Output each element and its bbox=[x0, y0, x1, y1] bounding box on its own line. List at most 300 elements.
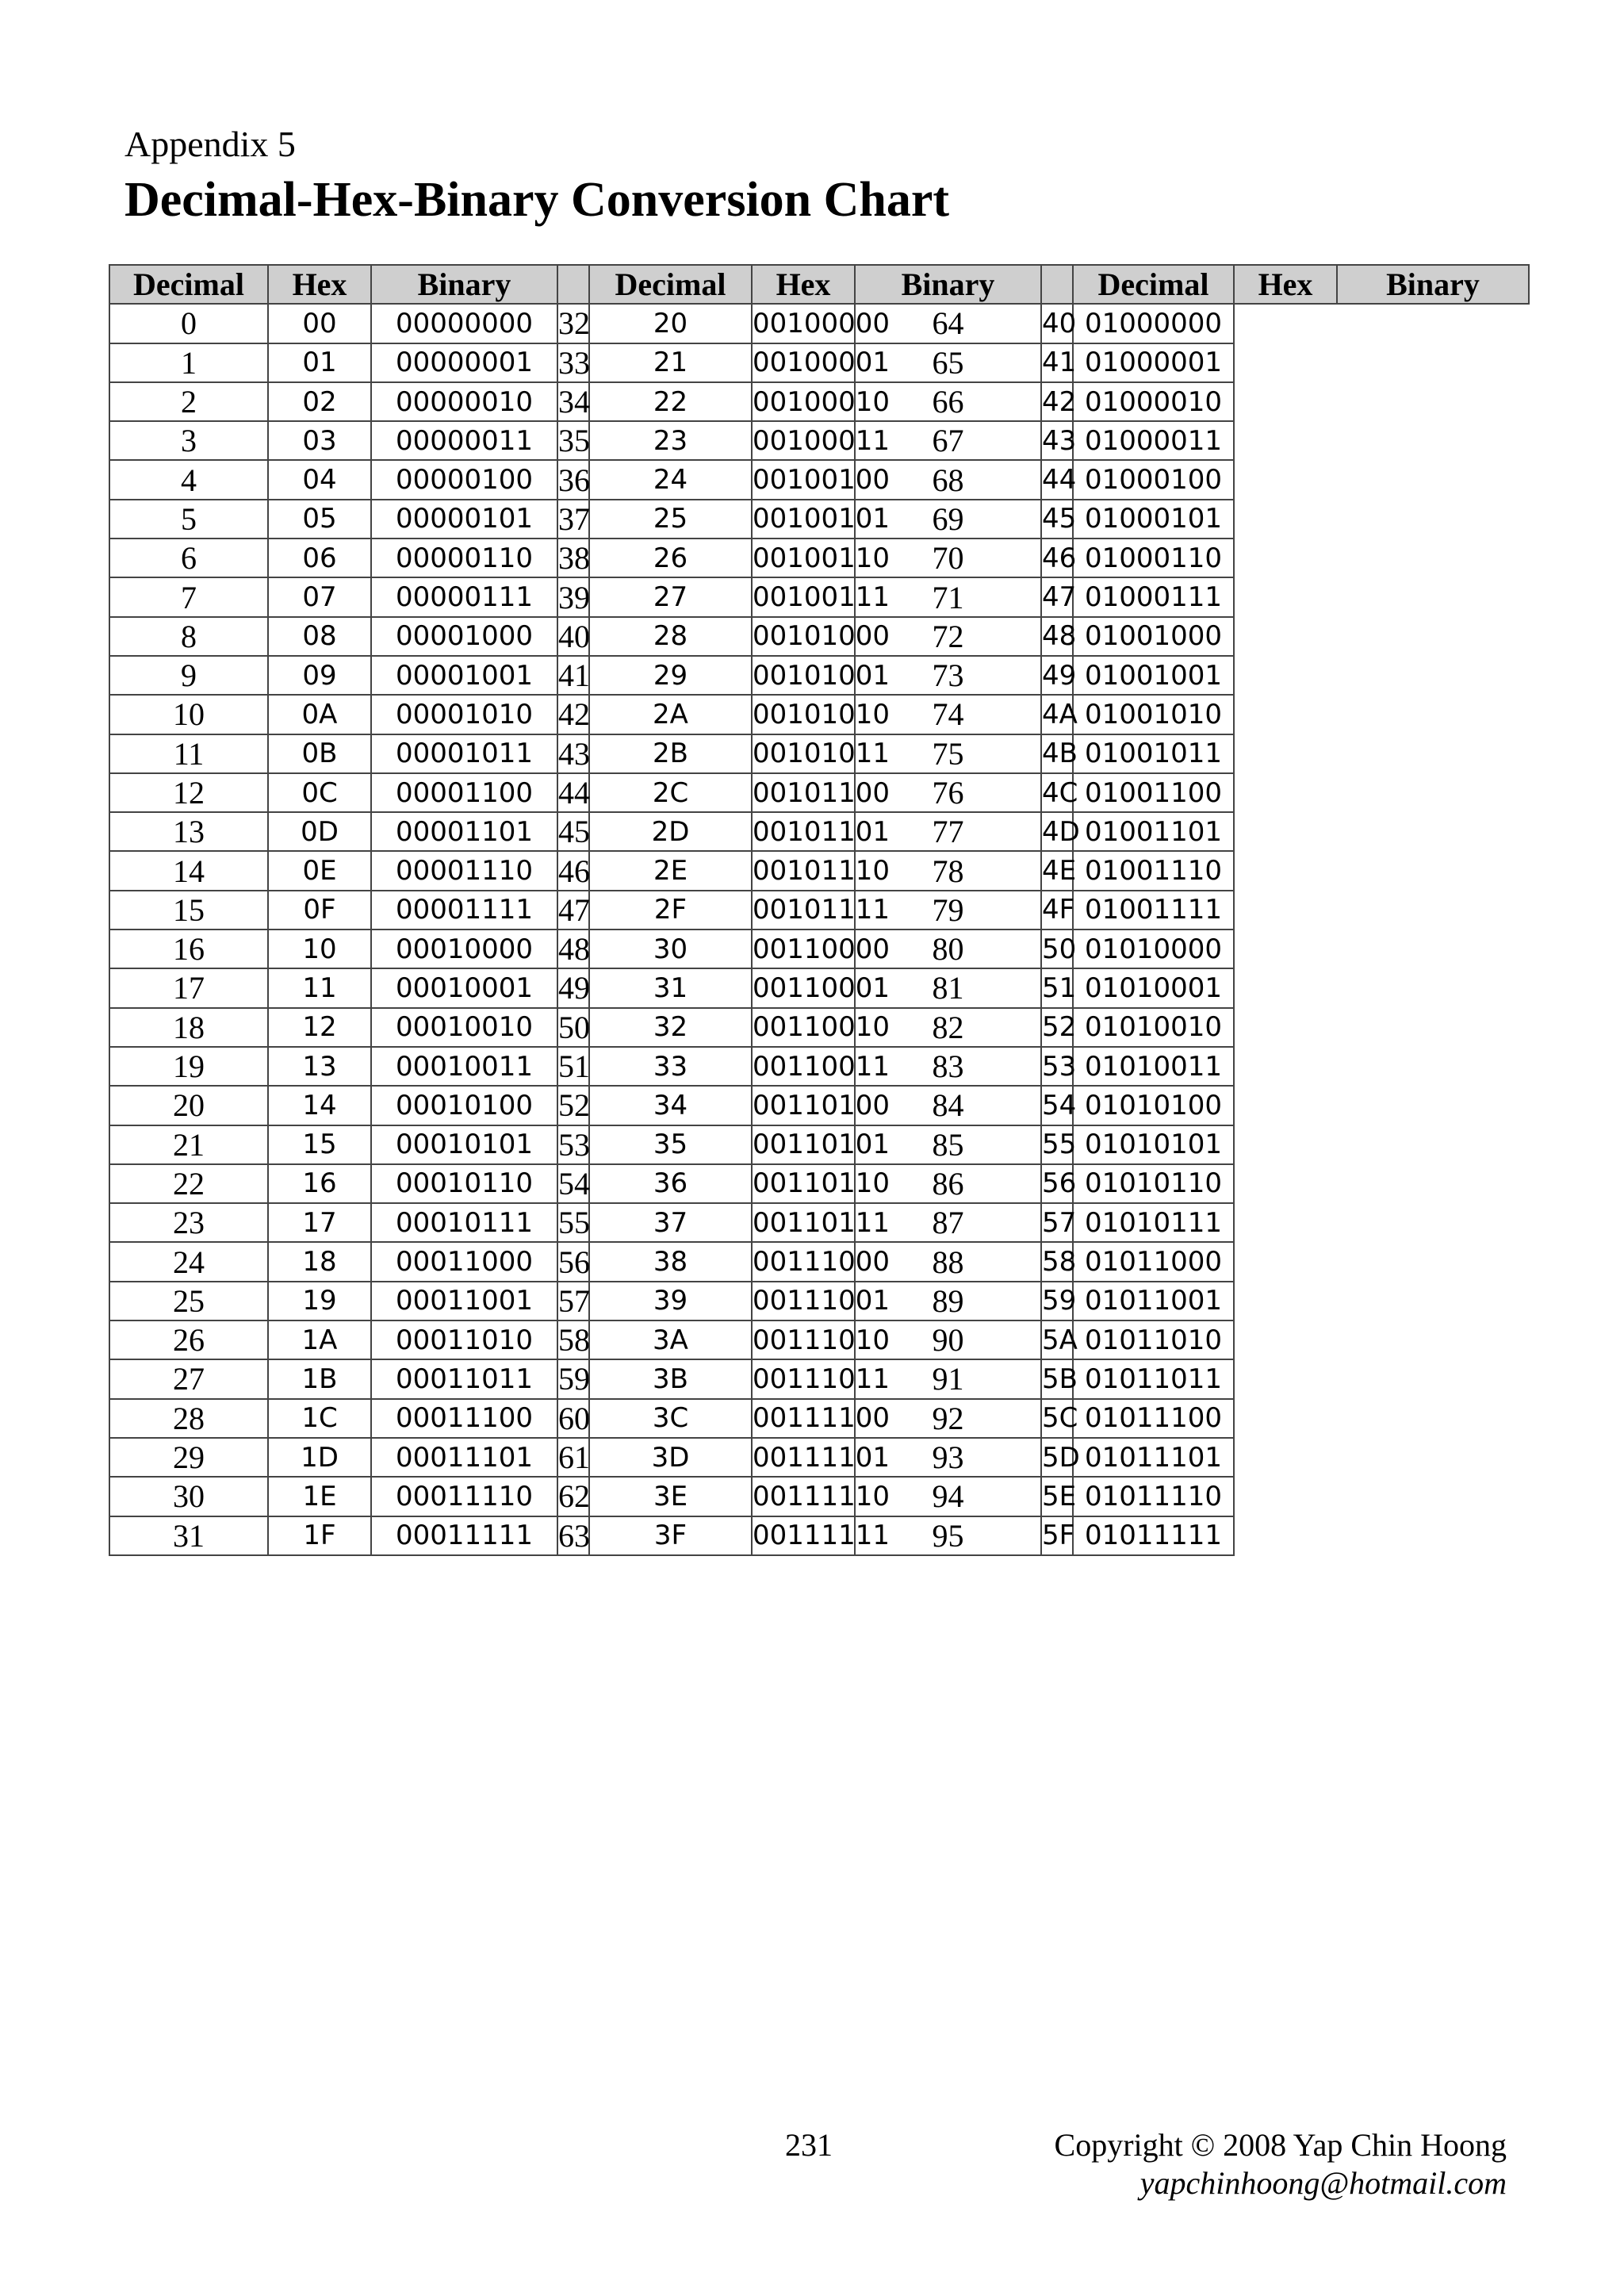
binary-cell: 01001110 bbox=[1073, 851, 1234, 890]
binary-cell: 01000100 bbox=[1073, 460, 1234, 499]
table-row bbox=[109, 656, 1529, 695]
binary-cell: 00010100 bbox=[371, 1086, 557, 1125]
hex-cell: 4E bbox=[1041, 851, 1073, 890]
table-row bbox=[109, 1320, 1529, 1359]
decimal-cell: 28 bbox=[109, 1399, 268, 1438]
decimal-cell: 60 bbox=[557, 1399, 589, 1438]
hex-cell: 0E bbox=[268, 851, 371, 890]
binary-cell: 00010010 bbox=[371, 1008, 557, 1047]
decimal-cell: 79 bbox=[855, 891, 1041, 930]
hex-cell: 11 bbox=[268, 968, 371, 1007]
binary-cell: 01001000 bbox=[1073, 617, 1234, 656]
hex-cell: 3E bbox=[589, 1477, 752, 1516]
decimal-cell: 26 bbox=[109, 1320, 268, 1359]
hex-cell: 47 bbox=[1041, 577, 1073, 616]
decimal-cell: 20 bbox=[109, 1086, 268, 1125]
binary-cell: 00011110 bbox=[371, 1477, 557, 1516]
binary-cell: 01010101 bbox=[1073, 1125, 1234, 1164]
binary-cell: 00001110 bbox=[371, 851, 557, 890]
appendix-label: Appendix 5 bbox=[124, 124, 296, 164]
decimal-cell: 85 bbox=[855, 1125, 1041, 1164]
decimal-cell: 74 bbox=[855, 695, 1041, 734]
binary-cell: 00000110 bbox=[371, 539, 557, 577]
binary-cell: 01010011 bbox=[1073, 1047, 1234, 1086]
binary-cell: 01001011 bbox=[1073, 734, 1234, 773]
decimal-cell: 33 bbox=[557, 343, 589, 382]
hex-cell: 2D bbox=[589, 812, 752, 851]
binary-cell: 00000101 bbox=[371, 500, 557, 539]
hex-cell: 34 bbox=[589, 1086, 752, 1125]
table-row bbox=[109, 539, 1529, 577]
binary-cell: 01011011 bbox=[1073, 1359, 1234, 1398]
table-row bbox=[109, 343, 1529, 382]
decimal-cell: 91 bbox=[855, 1359, 1041, 1398]
binary-cell: 00000001 bbox=[371, 343, 557, 382]
binary-cell: 00010110 bbox=[371, 1164, 557, 1203]
hex-cell: 05 bbox=[268, 500, 371, 539]
hex-cell: 5D bbox=[1041, 1438, 1073, 1477]
hex-cell: 0D bbox=[268, 812, 371, 851]
decimal-cell: 29 bbox=[109, 1438, 268, 1477]
hex-cell: 53 bbox=[1041, 1047, 1073, 1086]
binary-cell: 00001000 bbox=[371, 617, 557, 656]
decimal-cell: 70 bbox=[855, 539, 1041, 577]
hex-cell: 45 bbox=[1041, 500, 1073, 539]
binary-cell: 00011111 bbox=[371, 1516, 557, 1555]
hex-cell: 07 bbox=[268, 577, 371, 616]
binary-cell: 00101011 bbox=[752, 734, 855, 773]
binary-cell: 00001111 bbox=[371, 891, 557, 930]
decimal-cell: 61 bbox=[557, 1438, 589, 1477]
hex-cell: 1A bbox=[268, 1320, 371, 1359]
hex-cell: 58 bbox=[1041, 1242, 1073, 1281]
hex-cell: 41 bbox=[1041, 343, 1073, 382]
decimal-cell: 24 bbox=[109, 1242, 268, 1281]
hex-cell: 30 bbox=[589, 930, 752, 968]
binary-cell: 00101000 bbox=[752, 617, 855, 656]
table-row bbox=[109, 304, 1529, 343]
binary-cell: 00110100 bbox=[752, 1086, 855, 1125]
decimal-cell: 32 bbox=[557, 304, 589, 343]
page-title: Decimal-Hex-Binary Conversion Chart bbox=[124, 173, 950, 227]
hex-cell: 5F bbox=[1041, 1516, 1073, 1555]
hex-cell: 09 bbox=[268, 656, 371, 695]
hex-cell: 3C bbox=[589, 1399, 752, 1438]
table-row bbox=[109, 1438, 1529, 1477]
decimal-cell: 64 bbox=[855, 304, 1041, 343]
hex-cell: 01 bbox=[268, 343, 371, 382]
binary-cell: 00111101 bbox=[752, 1438, 855, 1477]
binary-cell: 00100010 bbox=[752, 382, 855, 421]
binary-cell: 00100011 bbox=[752, 421, 855, 460]
decimal-cell: 35 bbox=[557, 421, 589, 460]
hex-cell: 24 bbox=[589, 460, 752, 499]
hex-cell: 54 bbox=[1041, 1086, 1073, 1125]
decimal-cell: 13 bbox=[109, 812, 268, 851]
hex-cell: 31 bbox=[589, 968, 752, 1007]
table-row bbox=[109, 500, 1529, 539]
decimal-cell: 40 bbox=[557, 617, 589, 656]
table-row bbox=[109, 382, 1529, 421]
binary-cell: 01011111 bbox=[1073, 1516, 1234, 1555]
column-header-hex: Hex bbox=[268, 265, 371, 304]
binary-cell: 01011110 bbox=[1073, 1477, 1234, 1516]
hex-cell: 52 bbox=[1041, 1008, 1073, 1047]
decimal-cell: 90 bbox=[855, 1320, 1041, 1359]
binary-cell: 01000101 bbox=[1073, 500, 1234, 539]
decimal-cell: 23 bbox=[109, 1203, 268, 1242]
decimal-cell: 86 bbox=[855, 1164, 1041, 1203]
binary-cell: 01011101 bbox=[1073, 1438, 1234, 1477]
binary-cell: 00000100 bbox=[371, 460, 557, 499]
table-row bbox=[109, 1008, 1529, 1047]
table-row bbox=[109, 1125, 1529, 1164]
binary-cell: 00100111 bbox=[752, 577, 855, 616]
binary-cell: 01010010 bbox=[1073, 1008, 1234, 1047]
binary-cell: 00010111 bbox=[371, 1203, 557, 1242]
decimal-cell: 73 bbox=[855, 656, 1041, 695]
hex-cell: 13 bbox=[268, 1047, 371, 1086]
hex-cell: 5A bbox=[1041, 1320, 1073, 1359]
decimal-cell: 67 bbox=[855, 421, 1041, 460]
decimal-cell: 81 bbox=[855, 968, 1041, 1007]
table-row bbox=[109, 1242, 1529, 1281]
hex-cell: 10 bbox=[268, 930, 371, 968]
binary-cell: 00011000 bbox=[371, 1242, 557, 1281]
decimal-cell: 62 bbox=[557, 1477, 589, 1516]
column-separator bbox=[1041, 265, 1073, 304]
decimal-cell: 77 bbox=[855, 812, 1041, 851]
hex-cell: 37 bbox=[589, 1203, 752, 1242]
decimal-cell: 84 bbox=[855, 1086, 1041, 1125]
binary-cell: 01000000 bbox=[1073, 304, 1234, 343]
decimal-cell: 5 bbox=[109, 500, 268, 539]
binary-cell: 01011000 bbox=[1073, 1242, 1234, 1281]
column-header-decimal: Decimal bbox=[109, 265, 268, 304]
hex-cell: 4F bbox=[1041, 891, 1073, 930]
page-number: 231 bbox=[785, 2127, 833, 2163]
binary-cell: 01001010 bbox=[1073, 695, 1234, 734]
hex-cell: 2C bbox=[589, 773, 752, 812]
decimal-cell: 6 bbox=[109, 539, 268, 577]
decimal-cell: 9 bbox=[109, 656, 268, 695]
binary-cell: 00011101 bbox=[371, 1438, 557, 1477]
binary-cell: 00110011 bbox=[752, 1047, 855, 1086]
hex-cell: 2F bbox=[589, 891, 752, 930]
binary-cell: 01010000 bbox=[1073, 930, 1234, 968]
table-row bbox=[109, 695, 1529, 734]
binary-cell: 00000111 bbox=[371, 577, 557, 616]
decimal-cell: 16 bbox=[109, 930, 268, 968]
decimal-cell: 19 bbox=[109, 1047, 268, 1086]
decimal-cell: 51 bbox=[557, 1047, 589, 1086]
binary-cell: 00011011 bbox=[371, 1359, 557, 1398]
hex-cell: 4B bbox=[1041, 734, 1073, 773]
decimal-cell: 46 bbox=[557, 851, 589, 890]
binary-cell: 00110001 bbox=[752, 968, 855, 1007]
decimal-cell: 30 bbox=[109, 1477, 268, 1516]
decimal-cell: 11 bbox=[109, 734, 268, 773]
decimal-cell: 88 bbox=[855, 1242, 1041, 1281]
decimal-cell: 66 bbox=[855, 382, 1041, 421]
hex-cell: 3A bbox=[589, 1320, 752, 1359]
hex-cell: 20 bbox=[589, 304, 752, 343]
hex-cell: 32 bbox=[589, 1008, 752, 1047]
hex-cell: 03 bbox=[268, 421, 371, 460]
binary-cell: 00001001 bbox=[371, 656, 557, 695]
conversion-table bbox=[109, 264, 1530, 1556]
decimal-cell: 57 bbox=[557, 1282, 589, 1320]
column-header-hex: Hex bbox=[752, 265, 855, 304]
binary-cell: 00000010 bbox=[371, 382, 557, 421]
decimal-cell: 87 bbox=[855, 1203, 1041, 1242]
binary-cell: 00111111 bbox=[752, 1516, 855, 1555]
decimal-cell: 63 bbox=[557, 1516, 589, 1555]
hex-cell: 49 bbox=[1041, 656, 1073, 695]
binary-cell: 00001010 bbox=[371, 695, 557, 734]
hex-cell: 0F bbox=[268, 891, 371, 930]
hex-cell: 56 bbox=[1041, 1164, 1073, 1203]
column-header-binary: Binary bbox=[1337, 265, 1529, 304]
hex-cell: 57 bbox=[1041, 1203, 1073, 1242]
binary-cell: 00111000 bbox=[752, 1242, 855, 1281]
decimal-cell: 15 bbox=[109, 891, 268, 930]
decimal-cell: 14 bbox=[109, 851, 268, 890]
binary-cell: 01010111 bbox=[1073, 1203, 1234, 1242]
hex-cell: 5E bbox=[1041, 1477, 1073, 1516]
hex-cell: 43 bbox=[1041, 421, 1073, 460]
binary-cell: 00111001 bbox=[752, 1282, 855, 1320]
decimal-cell: 34 bbox=[557, 382, 589, 421]
binary-cell: 00001011 bbox=[371, 734, 557, 773]
decimal-cell: 39 bbox=[557, 577, 589, 616]
column-header-decimal: Decimal bbox=[1073, 265, 1234, 304]
binary-cell: 00010000 bbox=[371, 930, 557, 968]
hex-cell: 14 bbox=[268, 1086, 371, 1125]
decimal-cell: 10 bbox=[109, 695, 268, 734]
decimal-cell: 59 bbox=[557, 1359, 589, 1398]
decimal-cell: 1 bbox=[109, 343, 268, 382]
table-row bbox=[109, 773, 1529, 812]
table-row bbox=[109, 460, 1529, 499]
hex-cell: 46 bbox=[1041, 539, 1073, 577]
column-header-decimal: Decimal bbox=[589, 265, 752, 304]
decimal-cell: 50 bbox=[557, 1008, 589, 1047]
hex-cell: 00 bbox=[268, 304, 371, 343]
decimal-cell: 21 bbox=[109, 1125, 268, 1164]
decimal-cell: 25 bbox=[109, 1282, 268, 1320]
hex-cell: 3D bbox=[589, 1438, 752, 1477]
binary-cell: 01001100 bbox=[1073, 773, 1234, 812]
table-row bbox=[109, 1516, 1529, 1555]
binary-cell: 01011001 bbox=[1073, 1282, 1234, 1320]
binary-cell: 01000110 bbox=[1073, 539, 1234, 577]
table-row bbox=[109, 1086, 1529, 1125]
hex-cell: 18 bbox=[268, 1242, 371, 1281]
decimal-cell: 93 bbox=[855, 1438, 1041, 1477]
hex-cell: 4D bbox=[1041, 812, 1073, 851]
binary-cell: 00101110 bbox=[752, 851, 855, 890]
binary-cell: 00000011 bbox=[371, 421, 557, 460]
binary-cell: 00000000 bbox=[371, 304, 557, 343]
decimal-cell: 31 bbox=[109, 1516, 268, 1555]
decimal-cell: 44 bbox=[557, 773, 589, 812]
binary-cell: 00100101 bbox=[752, 500, 855, 539]
column-header-binary: Binary bbox=[855, 265, 1041, 304]
table-row bbox=[109, 891, 1529, 930]
binary-cell: 00110000 bbox=[752, 930, 855, 968]
table-row bbox=[109, 421, 1529, 460]
table-header-row bbox=[109, 265, 1529, 304]
binary-cell: 00011010 bbox=[371, 1320, 557, 1359]
decimal-cell: 43 bbox=[557, 734, 589, 773]
column-separator bbox=[557, 265, 589, 304]
hex-cell: 4C bbox=[1041, 773, 1073, 812]
hex-cell: 38 bbox=[589, 1242, 752, 1281]
hex-cell: 1B bbox=[268, 1359, 371, 1398]
decimal-cell: 49 bbox=[557, 968, 589, 1007]
binary-cell: 00100100 bbox=[752, 460, 855, 499]
table-row bbox=[109, 1282, 1529, 1320]
hex-cell: 2E bbox=[589, 851, 752, 890]
binary-cell: 00101001 bbox=[752, 656, 855, 695]
table-row bbox=[109, 1399, 1529, 1438]
binary-cell: 00100000 bbox=[752, 304, 855, 343]
hex-cell: 25 bbox=[589, 500, 752, 539]
decimal-cell: 72 bbox=[855, 617, 1041, 656]
table-row bbox=[109, 1203, 1529, 1242]
binary-cell: 00111011 bbox=[752, 1359, 855, 1398]
binary-cell: 01001111 bbox=[1073, 891, 1234, 930]
decimal-cell: 54 bbox=[557, 1164, 589, 1203]
decimal-cell: 48 bbox=[557, 930, 589, 968]
hex-cell: 0A bbox=[268, 695, 371, 734]
hex-cell: 23 bbox=[589, 421, 752, 460]
binary-cell: 00010001 bbox=[371, 968, 557, 1007]
decimal-cell: 65 bbox=[855, 343, 1041, 382]
decimal-cell: 37 bbox=[557, 500, 589, 539]
decimal-cell: 41 bbox=[557, 656, 589, 695]
binary-cell: 00111110 bbox=[752, 1477, 855, 1516]
hex-cell: 1C bbox=[268, 1399, 371, 1438]
decimal-cell: 47 bbox=[557, 891, 589, 930]
hex-cell: 02 bbox=[268, 382, 371, 421]
decimal-cell: 8 bbox=[109, 617, 268, 656]
hex-cell: 12 bbox=[268, 1008, 371, 1047]
hex-cell: 33 bbox=[589, 1047, 752, 1086]
hex-cell: 40 bbox=[1041, 304, 1073, 343]
decimal-cell: 42 bbox=[557, 695, 589, 734]
table-row bbox=[109, 1477, 1529, 1516]
decimal-cell: 89 bbox=[855, 1282, 1041, 1320]
decimal-cell: 75 bbox=[855, 734, 1041, 773]
binary-cell: 00001100 bbox=[371, 773, 557, 812]
binary-cell: 00110110 bbox=[752, 1164, 855, 1203]
decimal-cell: 12 bbox=[109, 773, 268, 812]
decimal-cell: 83 bbox=[855, 1047, 1041, 1086]
hex-cell: 39 bbox=[589, 1282, 752, 1320]
binary-cell: 01011010 bbox=[1073, 1320, 1234, 1359]
decimal-cell: 7 bbox=[109, 577, 268, 616]
decimal-cell: 71 bbox=[855, 577, 1041, 616]
binary-cell: 00011001 bbox=[371, 1282, 557, 1320]
hex-cell: 1E bbox=[268, 1477, 371, 1516]
hex-cell: 44 bbox=[1041, 460, 1073, 499]
hex-cell: 1F bbox=[268, 1516, 371, 1555]
hex-cell: 16 bbox=[268, 1164, 371, 1203]
decimal-cell: 95 bbox=[855, 1516, 1041, 1555]
table-row bbox=[109, 577, 1529, 616]
hex-cell: 04 bbox=[268, 460, 371, 499]
hex-cell: 51 bbox=[1041, 968, 1073, 1007]
hex-cell: 3F bbox=[589, 1516, 752, 1555]
decimal-cell: 76 bbox=[855, 773, 1041, 812]
decimal-cell: 56 bbox=[557, 1242, 589, 1281]
column-header-binary: Binary bbox=[371, 265, 557, 304]
binary-cell: 01010110 bbox=[1073, 1164, 1234, 1203]
decimal-cell: 94 bbox=[855, 1477, 1041, 1516]
binary-cell: 01000010 bbox=[1073, 382, 1234, 421]
hex-cell: 36 bbox=[589, 1164, 752, 1203]
table-body bbox=[109, 304, 1529, 1555]
binary-cell: 00100110 bbox=[752, 539, 855, 577]
hex-cell: 28 bbox=[589, 617, 752, 656]
binary-cell: 00111100 bbox=[752, 1399, 855, 1438]
hex-cell: 1D bbox=[268, 1438, 371, 1477]
decimal-cell: 78 bbox=[855, 851, 1041, 890]
hex-cell: 22 bbox=[589, 382, 752, 421]
table-row bbox=[109, 1047, 1529, 1086]
binary-cell: 00101111 bbox=[752, 891, 855, 930]
binary-cell: 01010001 bbox=[1073, 968, 1234, 1007]
decimal-cell: 3 bbox=[109, 421, 268, 460]
decimal-cell: 69 bbox=[855, 500, 1041, 539]
hex-cell: 2B bbox=[589, 734, 752, 773]
binary-cell: 01011100 bbox=[1073, 1399, 1234, 1438]
table-row bbox=[109, 1164, 1529, 1203]
table-row bbox=[109, 968, 1529, 1007]
decimal-cell: 82 bbox=[855, 1008, 1041, 1047]
binary-cell: 00101100 bbox=[752, 773, 855, 812]
hex-cell: 3B bbox=[589, 1359, 752, 1398]
binary-cell: 01000001 bbox=[1073, 343, 1234, 382]
binary-cell: 00100001 bbox=[752, 343, 855, 382]
hex-cell: 29 bbox=[589, 656, 752, 695]
decimal-cell: 80 bbox=[855, 930, 1041, 968]
hex-cell: 19 bbox=[268, 1282, 371, 1320]
binary-cell: 01001101 bbox=[1073, 812, 1234, 851]
hex-cell: 55 bbox=[1041, 1125, 1073, 1164]
hex-cell: 06 bbox=[268, 539, 371, 577]
binary-cell: 01000011 bbox=[1073, 421, 1234, 460]
binary-cell: 01010100 bbox=[1073, 1086, 1234, 1125]
table-row bbox=[109, 812, 1529, 851]
binary-cell: 00110010 bbox=[752, 1008, 855, 1047]
binary-cell: 01000111 bbox=[1073, 577, 1234, 616]
hex-cell: 0C bbox=[268, 773, 371, 812]
hex-cell: 15 bbox=[268, 1125, 371, 1164]
hex-cell: 5B bbox=[1041, 1359, 1073, 1398]
decimal-cell: 36 bbox=[557, 460, 589, 499]
table-row bbox=[109, 930, 1529, 968]
table-row bbox=[109, 851, 1529, 890]
binary-cell: 00110101 bbox=[752, 1125, 855, 1164]
hex-cell: 4A bbox=[1041, 695, 1073, 734]
decimal-cell: 22 bbox=[109, 1164, 268, 1203]
decimal-cell: 53 bbox=[557, 1125, 589, 1164]
binary-cell: 00110111 bbox=[752, 1203, 855, 1242]
binary-cell: 00001101 bbox=[371, 812, 557, 851]
